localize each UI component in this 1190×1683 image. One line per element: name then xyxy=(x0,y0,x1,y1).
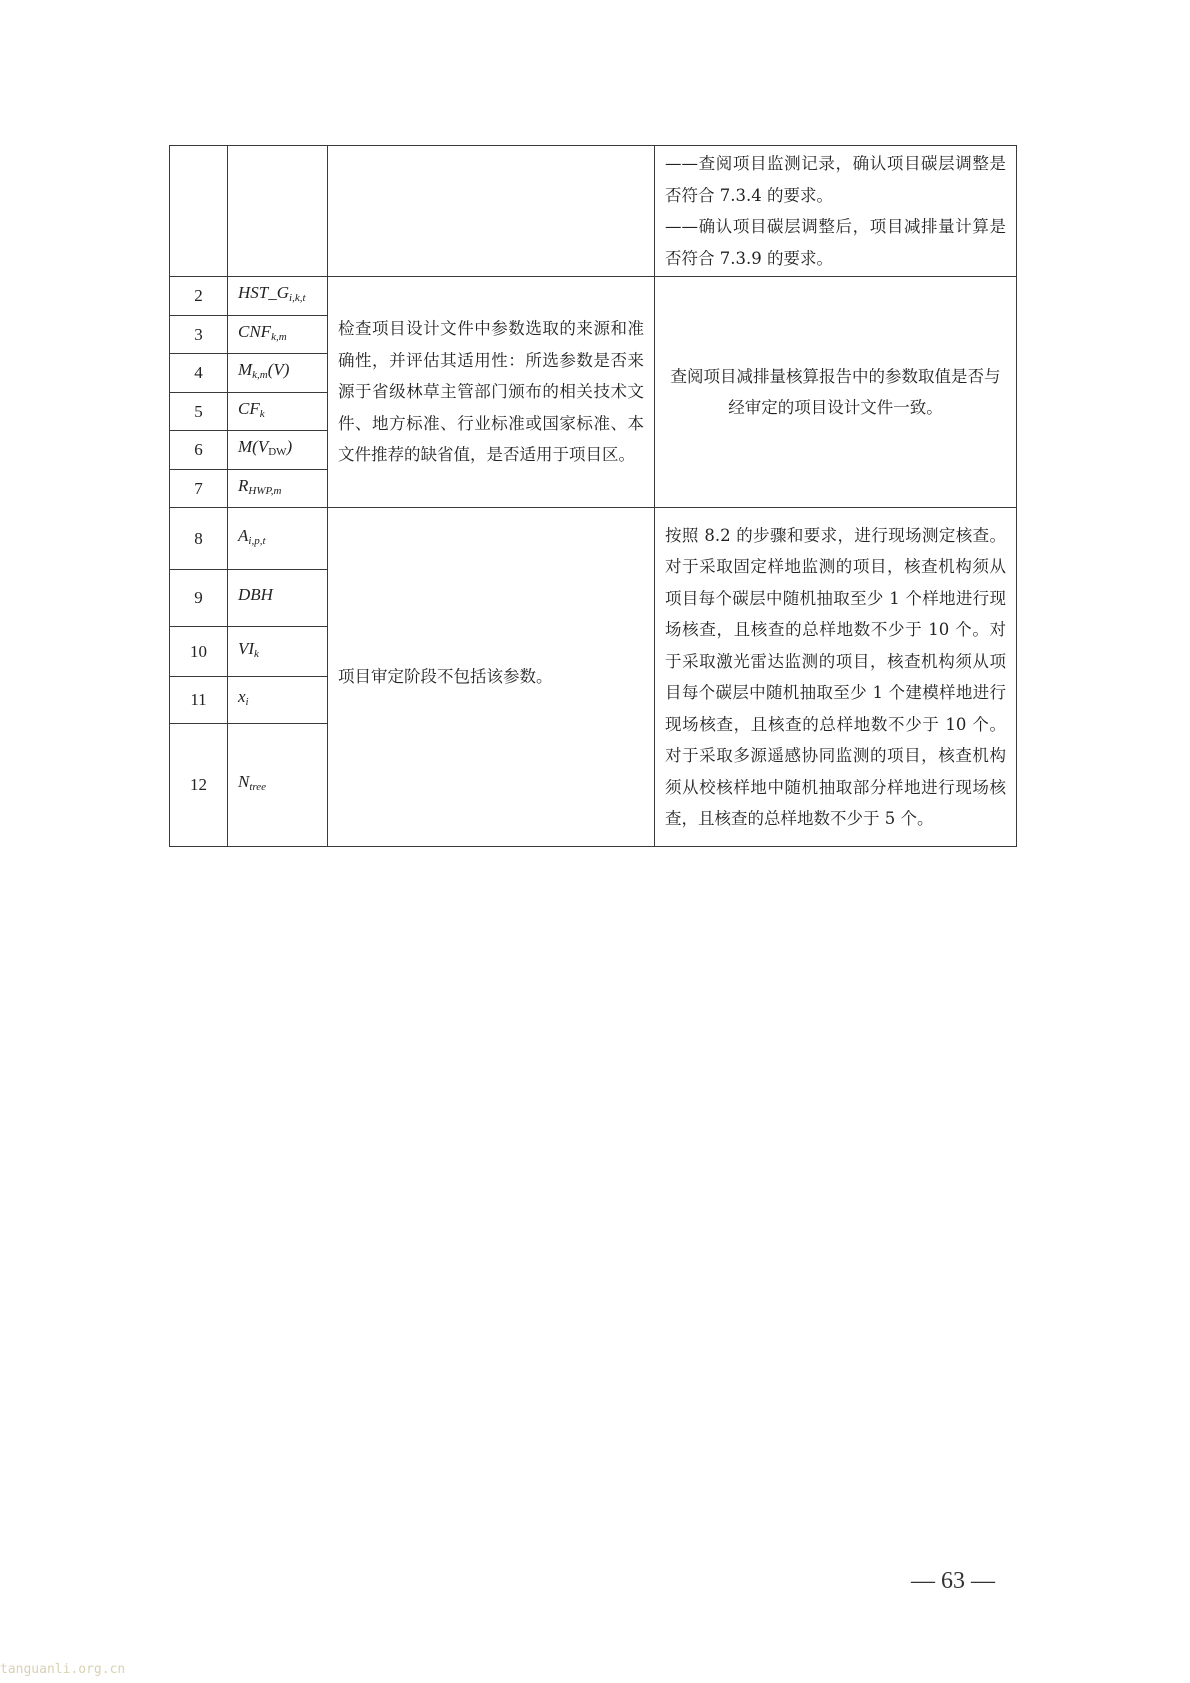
row-number: 9 xyxy=(170,570,228,627)
watermark-text: tanguanli.org.cn xyxy=(0,1662,126,1677)
table-row-continued xyxy=(170,146,1017,277)
parameter-symbol: DBH xyxy=(228,570,328,627)
num-cell-empty xyxy=(170,146,228,277)
method-cell-empty xyxy=(328,146,655,277)
check-cell-group-a: 查阅项目减排量核算报告中的参数取值是否与经审定的项目设计文件一致。 xyxy=(655,277,1017,508)
row-number: 2 xyxy=(170,277,228,316)
row-number: 12 xyxy=(170,724,228,847)
parameter-symbol: $A_{i,p,t}$ xyxy=(228,508,328,570)
row-number: 4 xyxy=(170,354,228,393)
row-number: 5 xyxy=(170,392,228,431)
page-number: — 63 — xyxy=(911,1568,995,1594)
method-cell-group-b: 项目审定阶段不包括该参数。 xyxy=(328,508,655,847)
parameter-symbol: $HST\_G_{i,k,t}$ xyxy=(228,277,328,316)
sym-cell-empty xyxy=(228,146,328,277)
parameter-symbol: $x_i$ xyxy=(228,677,328,724)
row-number: 8 xyxy=(170,508,228,570)
parameter-verification-table xyxy=(169,145,1017,847)
row-number: 6 xyxy=(170,431,228,470)
parameter-symbol: $CNF_{k,m}$ xyxy=(228,315,328,354)
check-cell-continued xyxy=(655,146,1017,277)
table-row xyxy=(170,508,1017,570)
parameter-symbol: $VI_k$ xyxy=(228,627,328,677)
table-row xyxy=(170,277,1017,316)
parameter-symbol: $CF_k$ xyxy=(228,392,328,431)
parameter-symbol: $M_{k,m}(V)$ xyxy=(228,354,328,393)
method-cell-group-a: 检查项目设计文件中参数选取的来源和准确性，并评估其适用性：所选参数是否来源于省级林草主管部门颁布的相关技术文件、地方标准、行业标准或国家标准、本文件推荐的缺省值，是否适用于项目区。 xyxy=(328,277,655,508)
parameter-symbol: $N_{tree}$ xyxy=(228,724,328,847)
check-line-1: ——查阅项目监测记录，确认项目碳层调整是否符合 7.3.4 的要求。 xyxy=(665,154,1006,205)
row-number: 10 xyxy=(170,627,228,677)
parameter-symbol: $M(V_{DW})$ xyxy=(228,431,328,470)
row-number: 7 xyxy=(170,469,228,508)
row-number: 3 xyxy=(170,315,228,354)
row-number: 11 xyxy=(170,677,228,724)
check-cell-group-b: 按照 8.2 的步骤和要求，进行现场测定核查。对于采取固定样地监测的项目，核查机构须从项目每个碳层中随机抽取至少 1 个样地进行现场核查，且核查的总样地数不少于 10 个。对于采取激光雷达监测的项目，核查机构须从项目每个碳层中随机抽取至少 1 个建模样地进行现场核查，且核查的总样地数不少于 10 个。对于采取多源遥感协同监测的项目，核查机构须从校核样地中随机抽取部分样地进行现场核查，且核查的总样地数不少于 5 个。 xyxy=(655,508,1017,847)
check-line-2: ——确认项目碳层调整后，项目减排量计算是否符合 7.3.9 的要求。 xyxy=(665,217,1006,268)
parameter-symbol: $R_{HWP,m}$ xyxy=(228,469,328,508)
